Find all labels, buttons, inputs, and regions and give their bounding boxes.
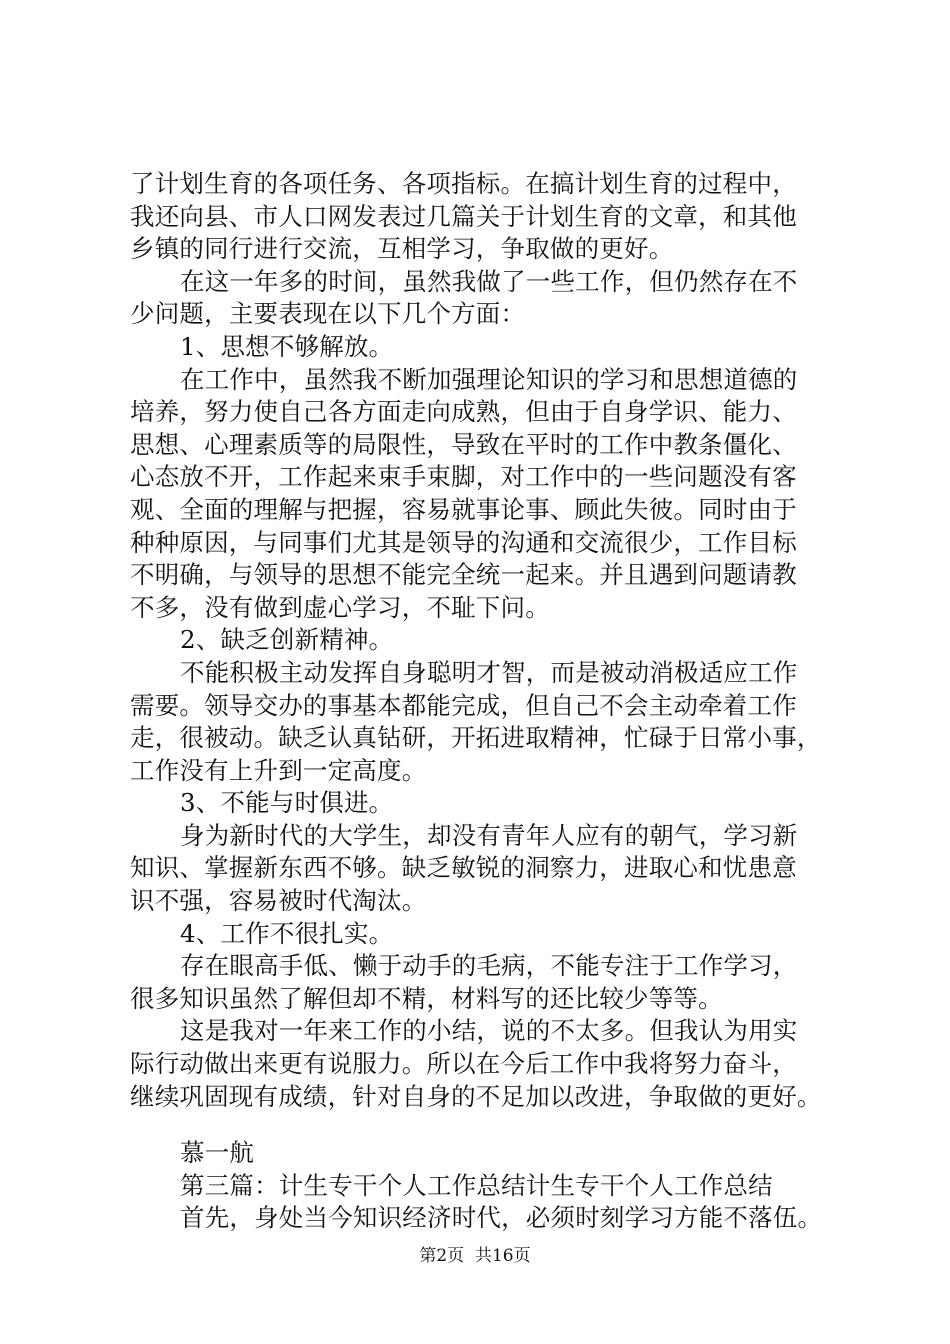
- text-line: 很多知识虽然了解但却不精，材料写的还比较少等等。: [130, 983, 723, 1013]
- paragraph-gap: [130, 1113, 860, 1137]
- text-line: 继续巩固现有成绩，针对自身的不足加以改进，争取做的更好。: [130, 1081, 822, 1111]
- page-number: 第2页 共16页: [419, 1246, 531, 1266]
- document-body: [130, 168, 860, 1235]
- text-line: 身为新时代的大学生，却没有青年人应有的朝气，学习新: [180, 820, 798, 850]
- text-line: 走，很被动。缺乏认真钻研，开拓进取精神，忙碌于日常小事，: [130, 723, 822, 753]
- text-line: 不明确，与领导的思想不能完全统一起来。并且遇到问题请教: [130, 560, 797, 590]
- page-footer: [0, 1241, 950, 1266]
- text-line: 需要。领导交办的事基本都能完成，但自己不会主动牵着工作: [130, 690, 797, 720]
- text-line: 际行动做出来更有说服力。所以在今后工作中我将努力奋斗，: [130, 1049, 797, 1079]
- text-line: 知识、掌握新东西不够。缺乏敏锐的洞察力，进取心和忧患意: [130, 853, 797, 883]
- text-line: 在工作中，虽然我不断加强理论知识的学习和思想道德的: [180, 364, 798, 394]
- author-name: 慕一航: [180, 1138, 255, 1168]
- text-line: 培养，努力使自己各方面走向成熟，但由于自身学识、能力、: [130, 397, 797, 427]
- text-line: 在这一年多的时间，虽然我做了一些工作，但仍然存在不: [180, 266, 798, 296]
- text-line: 工作没有上升到一定高度。: [130, 755, 427, 785]
- text-line: 不多，没有做到虚心学习，不耻下问。: [130, 592, 550, 622]
- text-line: 乡镇的同行进行交流，互相学习，争取做的更好。: [130, 234, 674, 264]
- text-line: 存在眼高手低、懒于动手的毛病，不能专注于工作学习，: [180, 951, 798, 981]
- section-title: 第三篇：计生专干个人工作总结计生专干个人工作总结: [180, 1170, 773, 1200]
- section-heading: 4、工作不很扎实。: [180, 918, 394, 948]
- text-line: 这是我对一年来工作的小结，说的不太多。但我认为用实: [180, 1016, 798, 1046]
- text-line: 我还向县、市人口网发表过几篇关于计划生育的文章，和其他: [130, 201, 797, 231]
- text-line: 不能积极主动发挥自身聪明才智，而是被动消极适应工作: [180, 657, 798, 687]
- section-heading: 1、思想不够解放。: [180, 331, 394, 361]
- section-heading: 3、不能与时俱进。: [180, 788, 394, 818]
- text-line: 观、全面的理解与把握，容易就事论事、顾此失彼。同时由于: [130, 494, 797, 524]
- text-line: 识不强，容易被时代淘汰。: [130, 886, 427, 916]
- text-line: 种种原因，与同事们尤其是领导的沟通和交流很少，工作目标: [130, 527, 797, 557]
- text-line: 了计划生育的各项任务、各项指标。在搞计划生育的过程中，: [130, 169, 797, 198]
- text-line: 思想、心理素质等的局限性，导致在平时的工作中教条僵化、: [130, 429, 797, 459]
- text-line: 心态放不开，工作起来束手束脚，对工作中的一些问题没有客: [130, 462, 797, 492]
- text-line: 少问题，主要表现在以下几个方面：: [130, 299, 526, 329]
- text-line: 首先，身处当今知识经济时代，必须时刻学习方能不落伍。: [180, 1203, 823, 1233]
- section-heading: 2、缺乏创新精神。: [180, 625, 394, 655]
